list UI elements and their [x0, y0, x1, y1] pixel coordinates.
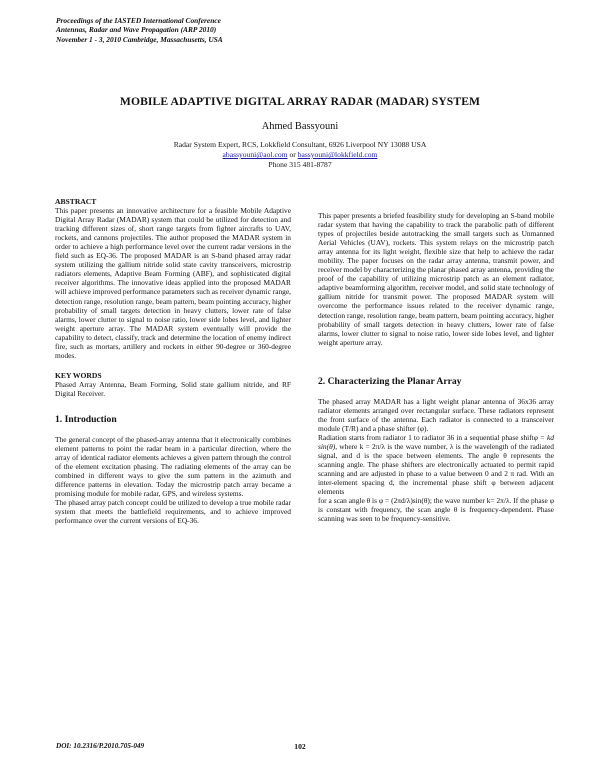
affiliation-block — [0, 140, 600, 170]
section2-paragraph-2 — [318, 433, 554, 496]
section2-paragraph-1: The phased array MADAR has a light weight planar antenna of 36x36 array radiator elements arranged over rectangular surface. These radiators represent the front surface of the antenna. Each radiator is connected to a transceiver module (T/R) and a phase shifter (φ). — [318, 396, 554, 433]
section2-paragraph-3: for a scan angle θ is φ = (2πd/λ)sin(θ); the wave number k= 2π/λ. If the phase φ is constant with frequency, the scan angle θ is frequency-dependent. Phase scanning was seen to be frequency-sensitive. — [318, 496, 554, 524]
affiliation-emails — [0, 150, 600, 160]
keywords-heading: KEY WORDS — [55, 370, 102, 380]
left-column — [55, 197, 291, 526]
page-number: 102 — [294, 742, 306, 751]
conference-name: Proceedings of the IASTED International Conference — [56, 16, 221, 25]
affiliation-address: Radar System Expert, RCS, Lokkfield Consultant, 6926 Liverpool NY 13088 USA — [173, 140, 427, 149]
intro-heading: 1. Introduction — [55, 413, 117, 425]
conference-subtitle: Antennas, Radar and Wave Propagation (ARP 2010) — [56, 25, 217, 35]
conference-header — [56, 16, 223, 44]
keywords-text: Phased Array Antenna, Beam Forming, Solid state gallium nitride, and RF Digital Receiver. — [55, 379, 291, 398]
abstract-heading: ABSTRACT — [55, 197, 97, 206]
email-link-1[interactable]: abassyouni@aol.com — [222, 150, 288, 159]
conference-date-location: November 1 - 3, 2010 Cambridge, Massachusetts, USA — [56, 34, 223, 44]
right-intro-paragraph: This paper presents a briefed feasibility study for developing an S-band mobile radar system that having the capability to track the parabolic path of different types of projectiles beside autotracking the small targets such as Unmanned Aerial Vehicles (UAV), rockets. This system relays on the microstrip patch array antenna for its light weight, flexible size that help to achieve the radar mobility. The paper focuses on the radar array antenna, transmit power, and receiver model by characterizing the planar phased array antenna, providing the proof of the capability of utilizing microstrip patch as an element radiator, adaptive beamforming algorithm, receiver model, and solid state technology of gallium nitride for transmit power. The proposed MADAR system will overcome the performance issues related to the receiver dynamic range, detection range, resolution range, beam pattern, beam pointing accuracy, higher probability of small targets detection in heavy clutters, lower rate of false alarms, lower clutter to signal to noise ratio, lower side lobes level, and lighter weight aperture array. — [318, 211, 554, 347]
affiliation-phone: Phone 315 481-8787 — [268, 160, 332, 169]
intro-paragraph-1: The general concept of the phased-array antenna that it electronically combines element patterns to point the radar beam in a particular direction, where the array of identical radiator elements achieves a given pattern through the control of the element excitation phasing. The radiating elements of the array can be combined in different ways to give the sum pattern in the azimuth and difference patterns in elevation. Today the microstrip patch array became a promising module for mobile radar, GPS, and wireless systems. — [55, 435, 291, 499]
intro-paragraph-2: The phased array patch concept could be utilized to develop a true mobile radar system that meets the battlefield requirements, and to achieve improved performance over the current versions of EQ-36. — [55, 498, 291, 526]
section2-heading: 2. Characterizing the Planar Array — [318, 375, 462, 387]
paper-title: MOBILE ADAPTIVE DIGITAL ARRAY RADAR (MADAR) SYSTEM — [119, 95, 481, 108]
section2-p2-end: , where k = 2π/λ is the wave number, λ is the wavelength of the radiated signal, and d is the space between elements. The angle θ represents the scanning angle. The phase shifters are electronically actuated to permit rapid scanning and are adjusted in phase to a value between 0 and 2 π rad. With an inter-element spacing d, the incremental phase shift φ between adjacent elements — [318, 441, 554, 497]
email-link-2[interactable]: bassyouni@lokkfield.com — [297, 150, 378, 159]
email-separator: or — [289, 150, 296, 159]
right-column — [318, 211, 554, 523]
doi-footer: DOI: 10.2316/P.2010.705-049 — [56, 742, 145, 750]
abstract-text: This paper presents an innovative architecture for a feasible Mobile Adaptive Digital Array Radar (MADAR) system that could be utilized for detection and tracking different sizes of, short range targets from fighter aircrafts to UAV, rockets, and cannons projectiles. The author proposed the MADAR system in order to achieve a high performance level over the current radar versions in the field such as EQ-36. The proposed MADAR is an S-band phased array radar system utilizing the gallium nitride solid state cavity transceivers, microstrip radiators elements, Adaptive Beam Forming (ABF), and sophisticated digital receiver algorithms. The innovative ideas applied into the proposed MADAR will achieve improved performance parameters such as receiver dynamic range, detection range, resolution range, beam pattern, beam pointing accuracy, higher probability of small targets detection in heavy clutters, lower rate of false alarms, lower clutter to signal to noise ratio, lower side lobes level, and lighter weight aperture array. The MADAR system eventually will provide the capability to detect, classify, track and determine the location of enemy indirect fire, such as mortars, artillery and rockets in either 90-degree or 360-degree modes. — [55, 206, 291, 360]
section2-p2-start: Radiation starts from radiator 1 to radiator 36 in a sequential phase shift — [318, 432, 534, 442]
phase-shift-formula: φ = kd sin(θ) — [318, 432, 554, 451]
author-name: Ahmed Bassyouni — [261, 121, 339, 132]
